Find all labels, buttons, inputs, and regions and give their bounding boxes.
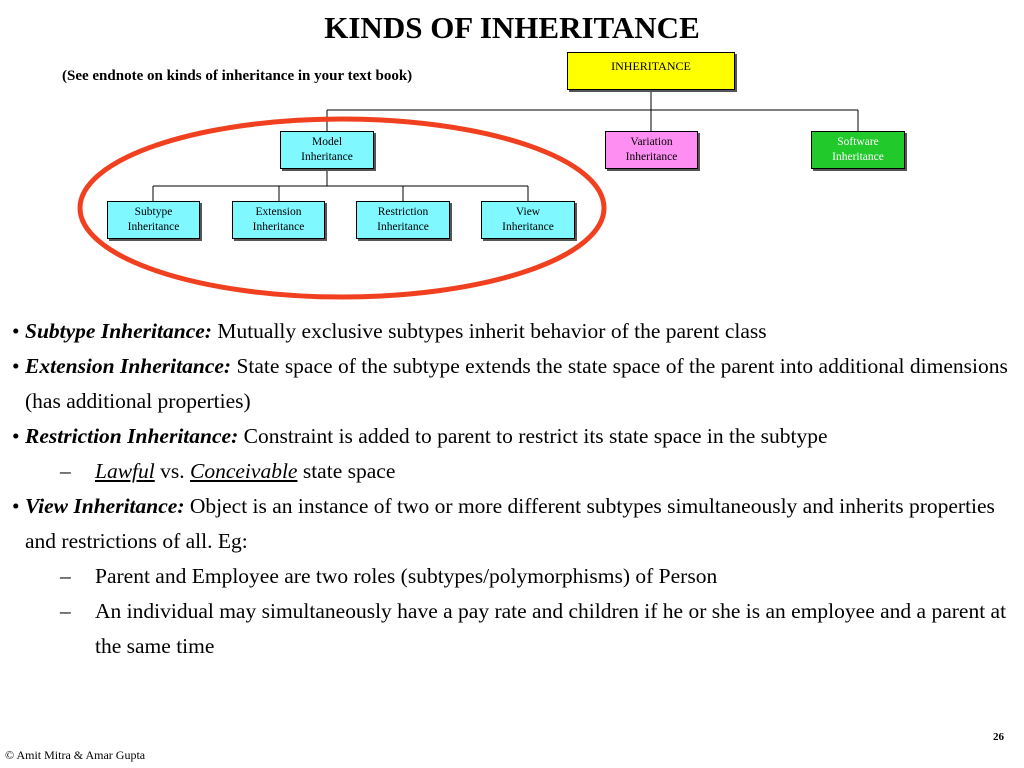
variation-inheritance-label: Variation Inheritance [625,136,678,163]
bullet-extension [12,349,1018,419]
footer-copyright: © Amit Mitra & Amar Gupta [5,748,146,762]
view-inheritance-node [481,201,575,239]
bullet-extension-text: State space of the subtype extends the state space of the parent into additional dimensions (has additional properties) [25,354,1008,413]
bullet-view [12,489,1018,559]
conceivable-term: Conceivable [190,459,298,483]
extension-inheritance-node [232,201,325,239]
bullet-view-text: Object is an instance of two or more different subtypes simultaneously and inherits properties and restrictions of all. Eg: [25,494,995,553]
restriction-inheritance-node [356,201,450,239]
sub-bullet-individual [12,594,1018,664]
bullet-subtype [12,314,1018,349]
dash-marker: – [60,564,71,588]
slide-title: KINDS OF INHERITANCE [324,10,700,45]
sub-bullet-parent-employee [12,559,1018,594]
page-number: 26 [993,731,1004,743]
bullet-list [12,314,1018,664]
subtype-inheritance-label: Subtype Inheritance [127,206,180,233]
view-inheritance-label: View Inheritance [502,206,554,233]
bullet-extension-label: Extension Inheritance: [25,354,232,378]
sub-bullet-lawful [12,454,1018,489]
software-inheritance-label: Software Inheritance [832,136,884,163]
lawful-term: Lawful [95,459,155,483]
software-inheritance-node [811,131,905,169]
dash-marker: – [60,459,71,483]
bullet-restriction [12,419,1018,454]
bullet-subtype-text: Mutually exclusive subtypes inherit behavior of the parent class [211,319,767,343]
subtype-inheritance-node [107,201,200,239]
dash-marker: – [60,599,71,623]
slide-subtitle: (See endnote on kinds of inheritance in your text book) [62,68,413,84]
bullet-view-label: View Inheritance: [25,494,185,518]
state-space-text: state space [297,459,396,483]
bullet-restriction-label: Restriction Inheritance: [25,424,239,448]
vs-text: vs. [154,459,190,483]
sub-bullet-parent-employee-text: Parent and Employee are two roles (subtypes/polymorphisms) of Person [95,564,718,588]
inheritance-root-node [567,52,735,90]
sub-bullet-individual-text: An individual may simultaneously have a pay rate and children if he or she is an employee and a parent at the same time [95,599,1007,658]
model-inheritance-node [280,131,374,169]
model-inheritance-label: Model Inheritance [301,136,353,163]
restriction-inheritance-label: Restriction Inheritance [377,206,429,233]
inheritance-root-label: INHERITANCE [611,59,691,73]
variation-inheritance-node [605,131,698,169]
bullet-restriction-text: Constraint is added to parent to restrict its state space in the subtype [238,424,828,448]
extension-inheritance-label: Extension Inheritance [252,206,305,233]
bullet-subtype-label: Subtype Inheritance: [25,319,212,343]
